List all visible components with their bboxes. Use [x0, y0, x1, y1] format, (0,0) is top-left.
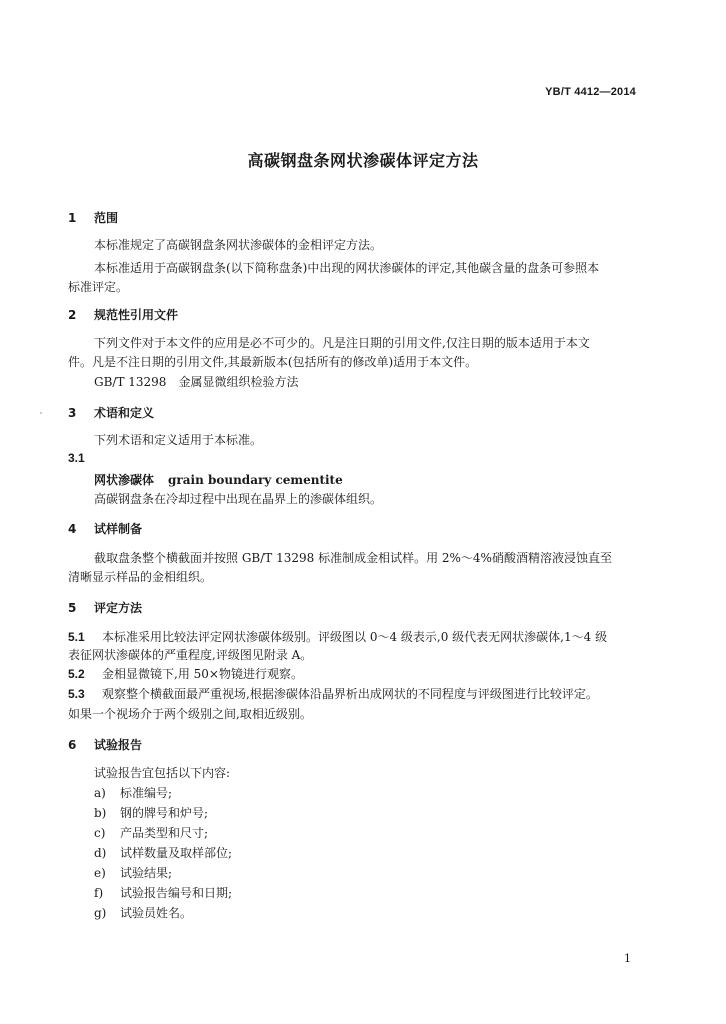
list-text: 产品类型和尺寸; — [120, 826, 209, 840]
clause-text: 本标准采用比较法评定网状渗碳体级别。评级图以 0～4 级表示,0 级代表无网状渗碳体,1～4 级 — [102, 630, 608, 644]
clause-5-1 — [68, 628, 607, 645]
list-item — [94, 884, 232, 901]
list-text: 试验结果; — [120, 866, 173, 880]
section-number: 1 — [68, 211, 77, 225]
term-entry — [94, 471, 343, 488]
list-item — [94, 784, 172, 801]
clause-number: 5.1 — [68, 630, 85, 644]
section-number: 2 — [68, 308, 77, 322]
section-title: 范围 — [94, 211, 119, 225]
section-number: 3 — [68, 406, 77, 420]
list-text: 试样数量及取样部位; — [120, 846, 233, 860]
section-title: 试验报告 — [94, 738, 143, 752]
list-label: c) — [94, 826, 106, 840]
term-english: grain boundary cementite — [168, 473, 343, 487]
list-label: e) — [94, 866, 106, 880]
paragraph: 下列术语和定义适用于本标准。 — [94, 433, 263, 447]
clause-number: 5.2 — [68, 667, 85, 681]
page-number: 1 — [624, 952, 631, 965]
section-5-heading — [68, 599, 142, 616]
list-item — [94, 864, 172, 881]
section-number: 4 — [68, 522, 77, 536]
clause-text: 观察整个横截面最严重视场,根据渗碳体沿晶界析出成网状的不同程度与评级图进行比较评定。 — [102, 687, 598, 701]
paragraph: 本标准规定了高碳钢盘条网状渗碳体的金相评定方法。 — [94, 238, 383, 252]
term-chinese: 网状渗碳体 — [94, 473, 155, 487]
section-title: 规范性引用文件 — [94, 308, 179, 322]
paragraph: 试验报告宜包括以下内容: — [94, 766, 231, 780]
paragraph: 表征网状渗碳体的严重程度,评级图见附录 A。 — [68, 648, 313, 662]
list-label: d) — [94, 846, 107, 860]
list-item — [94, 904, 192, 921]
section-title: 评定方法 — [94, 601, 143, 615]
clause-5-2 — [68, 665, 303, 682]
list-label: g) — [94, 906, 107, 920]
clause-text: 金相显微镜下,用 50×物镜进行观察。 — [102, 667, 303, 681]
section-4-heading — [68, 520, 142, 537]
section-6-heading — [68, 736, 142, 753]
section-number: 6 — [68, 738, 77, 752]
paragraph: 本标准适用于高碳钢盘条(以下简称盘条)中出现的网状渗碳体的评定,其他碳含量的盘条可参照本 — [94, 261, 600, 275]
clause-number: 5.3 — [68, 687, 85, 701]
section-number: 5 — [68, 601, 77, 615]
section-title: 术语和定义 — [94, 406, 155, 420]
list-item — [94, 844, 232, 861]
list-text: 试验员姓名。 — [120, 906, 193, 920]
scan-speck — [40, 412, 42, 414]
document-title: 高碳钢盘条网状渗碳体评定方法 — [247, 151, 479, 170]
normative-reference: GB/T 13298 金属显微组织检验方法 — [94, 375, 299, 389]
paragraph: 件。凡是不注日期的引用文件,其最新版本(包括所有的修改单)适用于本文件。 — [68, 355, 478, 369]
list-text: 试验报告编号和日期; — [120, 886, 233, 900]
list-item — [94, 804, 208, 821]
paragraph: 截取盘条整个横截面并按照 GB/T 13298 标准制成金相试样。用 2%～4%硝酸酒精溶液浸蚀直至 — [94, 551, 612, 565]
paragraph: 标准评定。 — [68, 280, 129, 294]
list-item — [94, 824, 208, 841]
paragraph: 清晰显示样品的金相组织。 — [68, 570, 213, 584]
term-definition: 高碳钢盘条在冷却过程中出现在晶界上的渗碳体组织。 — [94, 492, 383, 506]
section-3-heading — [68, 404, 154, 421]
standard-number: YB/T 4412—2014 — [545, 86, 636, 98]
paragraph: 如果一个视场介于两个级别之间,取相近级别。 — [68, 707, 312, 721]
list-text: 标准编号; — [120, 786, 173, 800]
section-1-heading — [68, 209, 118, 226]
list-label: f) — [94, 886, 104, 900]
clause-number: 3.1 — [68, 451, 85, 465]
list-label: b) — [94, 806, 107, 820]
section-2-heading — [68, 306, 178, 323]
paragraph: 下列文件对于本文件的应用是必不可少的。凡是注日期的引用文件,仅注日期的版本适用于本文 — [94, 336, 590, 350]
clause-5-3 — [68, 685, 598, 702]
list-label: a) — [94, 786, 106, 800]
section-title: 试样制备 — [94, 522, 143, 536]
list-text: 钢的牌号和炉号; — [120, 806, 209, 820]
